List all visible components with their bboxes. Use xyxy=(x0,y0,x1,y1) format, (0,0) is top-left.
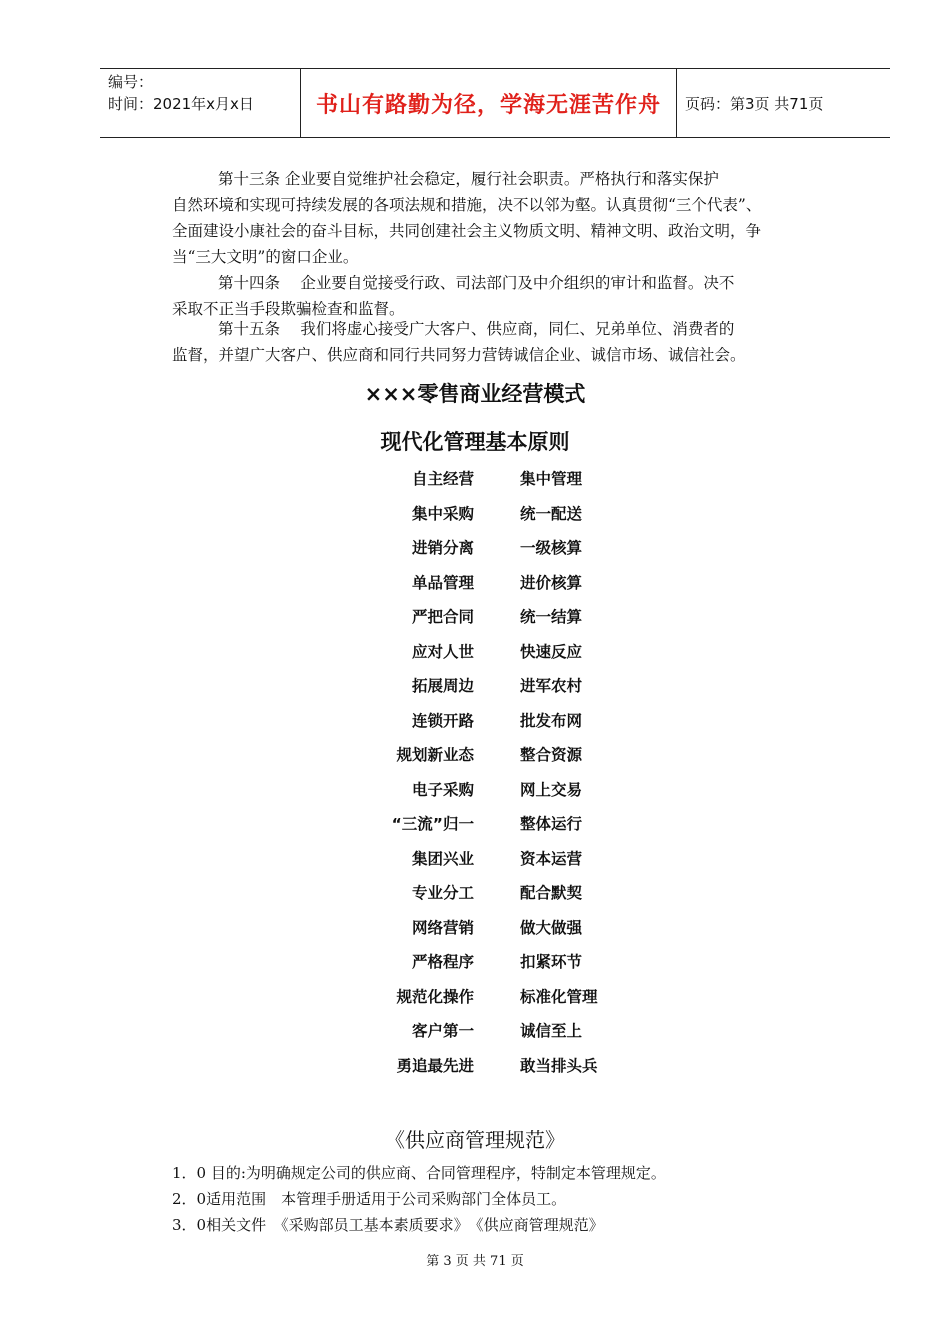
header-page-info: 页码：第3页 共71页 xyxy=(685,94,824,113)
page-header xyxy=(100,68,890,138)
document-number-label: 编号： xyxy=(108,73,154,91)
principle-left: 集中采购 xyxy=(411,504,474,523)
principle-right: 标准化管理 xyxy=(520,987,598,1006)
rules-list xyxy=(172,1160,666,1238)
principle-row xyxy=(340,566,660,601)
principle-left: 单品管理 xyxy=(411,573,474,592)
paragraph-line: 第十五条 我们将虚心接受广大客户、供应商，同仁、兄弟单位、消费者的 xyxy=(218,320,735,338)
principle-left: 严格程序 xyxy=(411,953,474,971)
header-meta xyxy=(100,69,300,137)
principle-right: 整合资源 xyxy=(520,746,583,764)
principle-right: 一级核算 xyxy=(520,539,583,557)
principle-left: 勇追最先进 xyxy=(396,1056,474,1075)
paragraph-line: 第十四条 企业要自觉接受行政、司法部门及中介组织的审计和监督。决不 xyxy=(218,274,735,292)
rule-item: 1．0 目的:为明确规定公司的供应商、合同管理程序，特制定本管理规定。 xyxy=(172,1164,666,1182)
principle-right: 统一配送 xyxy=(520,504,583,523)
principle-left: 连锁开路 xyxy=(411,711,474,730)
paragraph-line: 自然环境和实现可持续发展的各项法规和措施，决不以邻为壑。认真贯彻“三个代表”、 xyxy=(172,196,762,214)
principles-list xyxy=(340,462,660,1083)
principle-right: 进价核算 xyxy=(520,573,583,592)
principle-left: 进销分离 xyxy=(411,539,474,557)
paragraph-line: 第十三条 企业要自觉维护社会稳定，履行社会职责。严格执行和落实保护 xyxy=(218,170,719,188)
principle-row xyxy=(340,462,660,497)
document-time-label: 时间：2021年x月x日 xyxy=(108,95,254,113)
article-15 xyxy=(172,316,822,368)
paragraph-line: 当“三大文明”的窗口企业。 xyxy=(172,248,359,266)
principle-row xyxy=(340,980,660,1015)
principle-row xyxy=(340,497,660,532)
principle-right: 配合默契 xyxy=(520,884,583,902)
principle-row xyxy=(340,669,660,704)
principle-left: “三流”归一 xyxy=(391,815,474,833)
principle-row xyxy=(340,1049,660,1084)
article-13 xyxy=(172,166,822,270)
article-14 xyxy=(172,270,822,322)
principles-title: 现代化管理基本原则 xyxy=(380,430,570,454)
header-motto: 书山有路勤为径，学海无涯苦作舟 xyxy=(300,69,677,137)
rule-item: 2．0适用范围 本管理手册适用于公司采购部门全体员工。 xyxy=(172,1190,567,1208)
principle-left: 严把合同 xyxy=(411,608,474,626)
principle-row xyxy=(340,531,660,566)
principle-left: 客户第一 xyxy=(411,1022,474,1040)
supplier-title: 《供应商管理规范》 xyxy=(385,1128,565,1152)
principle-row xyxy=(340,807,660,842)
principle-row xyxy=(340,738,660,773)
paragraph-line: 采取不正当手段欺骗检查和监督。 xyxy=(172,300,405,318)
principle-left: 自主经营 xyxy=(411,470,474,488)
principle-left: 网络营销 xyxy=(411,918,474,937)
paragraph-line: 监督，并望广大客户、供应商和同行共同努力营铸诚信企业、诚信市场、诚信社会。 xyxy=(172,346,746,364)
principle-left: 规划新业态 xyxy=(396,746,474,764)
principle-left: 拓展周边 xyxy=(411,677,474,695)
principle-right: 敢当排头兵 xyxy=(520,1056,598,1075)
rule-item: 3．0相关文件 《采购部员工基本素质要求》 《供应商管理规范》 xyxy=(172,1216,604,1234)
principle-right: 进军农村 xyxy=(520,677,583,695)
principle-right: 诚信至上 xyxy=(520,1022,583,1040)
principle-row xyxy=(340,704,660,739)
principle-row xyxy=(340,876,660,911)
principle-row xyxy=(340,842,660,877)
principle-right: 集中管理 xyxy=(520,470,583,488)
principle-left: 电子采购 xyxy=(411,780,474,799)
principle-right: 批发布网 xyxy=(520,711,583,730)
principle-row xyxy=(340,911,660,946)
principle-left: 专业分工 xyxy=(411,884,474,902)
principle-row xyxy=(340,635,660,670)
principle-right: 快速反应 xyxy=(520,642,583,661)
page-footer: 第 3 页 共 71 页 xyxy=(426,1254,524,1269)
principle-row xyxy=(340,1014,660,1049)
principle-left: 应对人世 xyxy=(411,642,474,661)
paragraph-line: 全面建设小康社会的奋斗目标，共同创建社会主义物质文明、精神文明、政治文明，争 xyxy=(172,222,762,240)
principle-right: 网上交易 xyxy=(520,780,583,799)
principle-right: 扣紧环节 xyxy=(520,953,583,971)
principle-left: 集团兴业 xyxy=(411,849,474,868)
principle-row xyxy=(340,945,660,980)
principle-right: 统一结算 xyxy=(520,608,583,626)
principle-row xyxy=(340,773,660,808)
principle-left: 规范化操作 xyxy=(396,987,474,1006)
principle-right: 整体运行 xyxy=(520,815,583,833)
principle-row xyxy=(340,600,660,635)
principle-right: 资本运营 xyxy=(520,849,583,868)
principle-right: 做大做强 xyxy=(520,918,583,937)
main-title: ×××零售商业经营模式 xyxy=(364,382,586,406)
